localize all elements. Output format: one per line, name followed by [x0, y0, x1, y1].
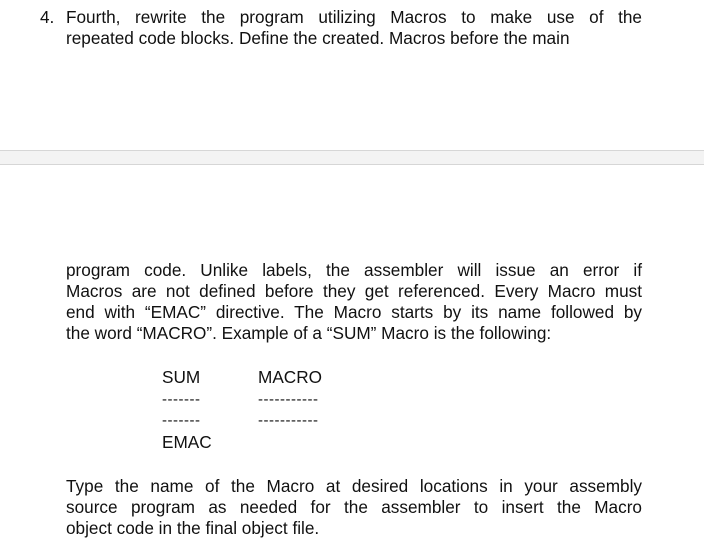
text-line: Macros are not defined before they get referenced. Every Macro must	[66, 281, 642, 301]
text-line: Type the name of the Macro at desired locations in your assembly	[66, 476, 642, 496]
macro-body-placeholder: -----------	[258, 391, 319, 408]
macro-body-placeholder: -------	[162, 412, 201, 429]
text-line: the word “MACRO”. Example of a “SUM” Macro is the following:	[66, 323, 552, 343]
macro-name: SUM	[162, 367, 201, 387]
text-line: program code. Unlike labels, the assembler will issue an error if	[66, 260, 642, 280]
list-item-number: 4.	[40, 7, 55, 27]
page-break	[0, 150, 704, 165]
macro-body-placeholder: -----------	[258, 412, 319, 429]
text-line: source program as needed for the assembler to insert the Macro	[66, 497, 642, 517]
text-line: repeated code blocks. Define the created. Macros before the main	[66, 28, 570, 48]
paragraph-macro-rules	[66, 260, 642, 344]
paragraph-intro	[66, 7, 642, 49]
text-line: end with “EMAC” directive. The Macro starts by its name followed by	[66, 302, 642, 322]
macro-body-placeholder: -------	[162, 391, 201, 408]
text-line: Fourth, rewrite the program utilizing Macros to make use of the	[66, 7, 642, 27]
macro-directive: MACRO	[258, 367, 322, 387]
text-line: object code in the final object file.	[66, 518, 320, 538]
macro-end-directive: EMAC	[162, 432, 212, 452]
paragraph-macro-usage	[66, 476, 642, 539]
